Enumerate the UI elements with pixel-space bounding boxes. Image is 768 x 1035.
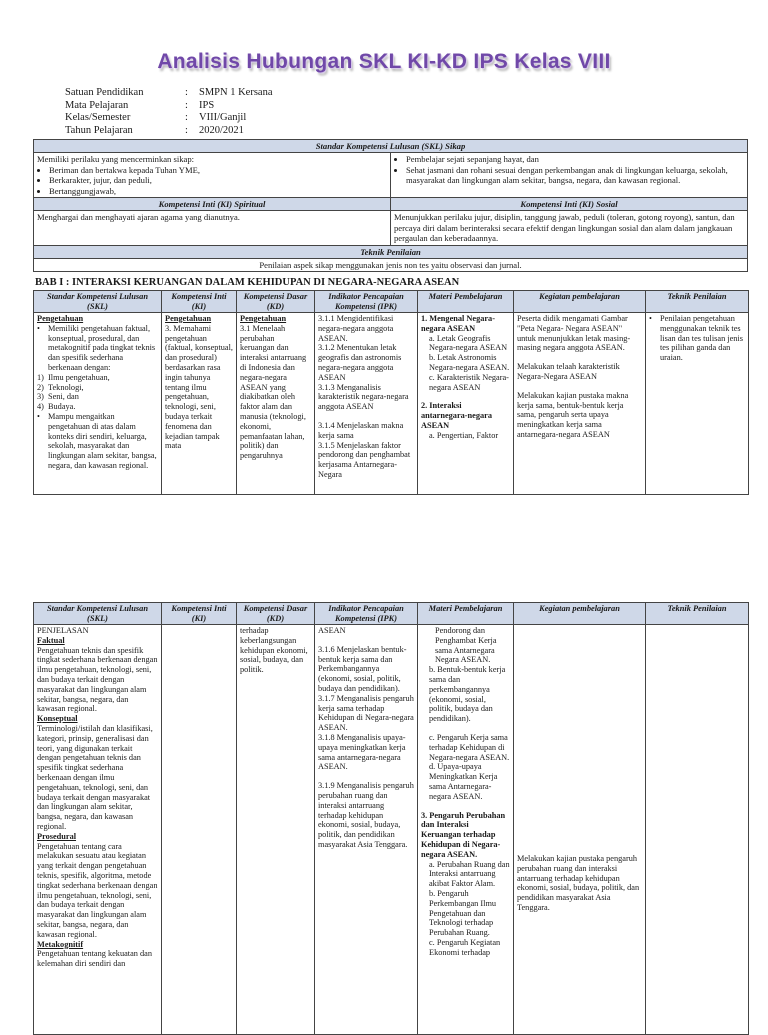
list-number: 1) <box>37 372 44 382</box>
materi-cell <box>418 313 514 495</box>
column-header: Kompetensi Inti (KI) <box>162 291 237 313</box>
analysis-table-2 <box>33 602 749 1035</box>
teknik-cell <box>646 625 749 1035</box>
bullet-icon: • <box>37 411 40 421</box>
table-row <box>34 313 749 495</box>
materi-item: a. Pengertian, Faktor <box>429 430 499 440</box>
identity-key: Tahun Pelajaran <box>65 124 133 136</box>
ipk-cell <box>315 625 418 1035</box>
identity-value: 2020/2021 <box>199 124 244 136</box>
analysis-table-1 <box>33 290 749 495</box>
skl-heading: PENJELASAN <box>37 626 89 635</box>
materi-item: c. Karakteristik Negara-negara ASEAN <box>429 372 509 392</box>
list-number: 4) <box>37 402 44 412</box>
column-header: Kegiatan pembelajaran <box>514 291 646 313</box>
skl-list-text: Budaya. <box>48 402 76 412</box>
skl-sikap-intro: Memiliki perilaku yang mencerminkan sikap: <box>37 154 195 165</box>
skl-subheading: Faktual <box>37 635 65 645</box>
materi-item: b. Letak Astronomis Negara-negara ASEAN. <box>429 353 510 372</box>
column-header: Standar Kompetensi Lulusan (SKL) <box>34 603 162 625</box>
spacer <box>318 636 414 645</box>
kd-cell <box>237 313 315 495</box>
list-number: 2) <box>37 382 44 392</box>
identity-row <box>65 125 273 138</box>
spacer <box>517 353 642 362</box>
teknik-penilaian-text: Penilaian aspek sikap menggunakan jenis non tes yaitu observasi dan jurnal. <box>34 259 748 272</box>
skl-list-item <box>37 402 158 412</box>
skl-sikap-header: Standar Kompetensi Lulusan (SKL) Sikap <box>34 140 748 153</box>
skl-bullet-text: Mampu mengaitkan pengetahuan di atas dalam konteks diri sendiri, keluarga, sekolah, masyarakat dan lingkungan alam sekitar, bangsa, negara, dan kawasan regional. <box>48 411 157 470</box>
ipk-item: 3.1.3 Menganalisis karakteristik negara-negara anggota ASEAN <box>318 382 409 412</box>
bullet-icon: • <box>37 323 40 333</box>
ipk-cell <box>315 313 418 495</box>
ki-text: 3. Memahami pengetahuan (faktual, konseptual, dan prosedural) berdasarkan rasa ingin tahunya tentang ilmu pengetahuan, teknologi, seni, budaya terkait fenomena dan kejadian tampak mata <box>165 323 233 451</box>
teknik-text: Penilaian pengetahuan menggunakan teknik tes lisan dan tes tulisan jenis tes pilihan ganda dan uraian. <box>660 314 743 363</box>
spacer <box>318 412 414 421</box>
skl-text: Terminologi/istilah dan klasifikasi, kategori, prinsip, generalisasi dan teori, yang digunakan terkait dengan pengetahuan teknis dan spesifik tingkat sederhana berkenaan dengan ilmu pengetahuan, teknologi, seni, dan budaya terkait dengan masyarakat dan lingkungan alam sekitar, bangsa, negara, dan kawasan regional. <box>37 723 153 831</box>
materi-cell <box>418 625 514 1035</box>
skl-text: Pengetahuan tentang kekuatan dan kelemahan diri sendiri dan <box>37 949 152 969</box>
materi-item: b. Pengaruh Perkembangan Ilmu Pengetahuan dan Teknologi terhadap Perubahan Ruang. <box>429 888 497 938</box>
skl-bullet-text: Memiliki pengetahuan faktual, konseptual, prosedural, dan metakognitif pada tingkat teknis dan spesifik sederhana berkenaan dengan: <box>48 323 156 372</box>
list-number: 3) <box>37 392 44 402</box>
ki-label: Pengetahuan <box>165 314 212 323</box>
column-header: Standar Kompetensi Lulusan (SKL) <box>34 291 162 313</box>
document-title: Analisis Hubungan SKL KI-KD IPS Kelas VIII <box>157 50 611 73</box>
kegiatan-item: Melakukan kajian pustaka pengaruh perubahan ruang dan interaksi antarruang terhadap kehidupan ekonomi, sosial, budaya, politik, dan pendidikan masyarakat Asia Tenggara. <box>517 854 640 912</box>
teknik-cell <box>646 313 749 495</box>
skl-list-item <box>37 373 158 383</box>
table-header-row <box>34 291 749 313</box>
materi-item: a. Letak Geografis Negara-negara ASEAN <box>429 333 508 353</box>
kegiatan-cell <box>514 625 646 1035</box>
skl-sikap-right <box>391 153 748 198</box>
identity-row <box>65 87 273 100</box>
skl-bullet <box>37 412 158 471</box>
kegiatan-item: Melakukan kajian pustaka makna kerja sama, bentuk-bentuk kerja sama, pengaruh serta upaya meningkatkan kerja sama antarnegara-negara ASEAN <box>517 390 629 439</box>
skl-subheading: Prosedural <box>37 831 77 841</box>
identity-value: VIII/Ganjil <box>199 112 247 123</box>
skl-sikap-left <box>34 153 391 198</box>
ipk-item: 3.1.6 Menjelaskan bentuk-bentuk kerja sama dan Perkembangannya (ekonomi, sosial, politik, budaya dan pendidikan). <box>318 644 407 693</box>
skl-subheading: Konseptual <box>37 714 78 724</box>
spacer <box>517 626 642 854</box>
skl-sikap-right-list <box>394 154 744 185</box>
ipk-item: 3.1.8 Menganalisis upaya-upaya meningkatkan kerja sama antarnegara-negara ASEAN. <box>318 732 406 772</box>
identity-key: Mata Pelajaran <box>65 99 129 111</box>
materi-item: c. Pengaruh Kegiatan Ekonomi terhadap <box>429 937 501 957</box>
identity-block <box>65 87 273 137</box>
ki-cell <box>162 313 237 495</box>
identity-row <box>65 112 273 125</box>
list-item: • Berkarakter, jujur, dan peduli, <box>49 175 387 185</box>
materi-item: d. Upaya-upaya Meningkatkan Kerja sama Antarnegara-negara ASEAN. <box>429 762 498 801</box>
column-header: Teknik Penilaian <box>646 603 749 625</box>
spacer <box>421 392 510 401</box>
kd-text: terhadap keberlangsungan kehidupan ekonomi, sosial, budaya, dan politik. <box>240 626 308 675</box>
list-item: • Pembelajar sejati sepanjang hayat, dan <box>406 154 744 164</box>
teknik-bullet <box>649 314 745 363</box>
ki-sosial-header: Kompetensi Inti (KI) Sosial <box>391 198 748 211</box>
materi-heading: 2. Interaksi antarnegara-negara ASEAN <box>421 401 492 430</box>
ki-spiritual-text: Menghargai dan menghayati ajaran agama yang dianutnya. <box>34 211 391 245</box>
kegiatan-item: Melakukan telaah karakteristik Negara-Negara ASEAN <box>517 362 620 381</box>
ipk-item: 3.1.5 Menjelaskan faktor pendorong dan penghambat kerjasama Antarnegara-Negara <box>318 440 411 479</box>
ipk-item: 3.1.7 Menganalisis pengaruh kerja sama terhadap Kehidupan di Negara-negara ASEAN. <box>318 693 414 733</box>
skl-sikap-left-list <box>37 165 387 196</box>
materi-item: b. Bentuk-bentuk kerja sama dan perkembangannya (ekonomi, sosial, politik, budaya dan pendidikan). <box>429 665 506 724</box>
column-header: Materi Pembelajaran <box>418 291 514 313</box>
materi-item: a. Perubahan Ruang dan Interaksi antarruang akibat Faktor Alam. <box>429 859 510 889</box>
identity-colon: : <box>185 99 188 111</box>
ki-cell <box>162 625 237 1035</box>
skl-list-text: Ilmu pengetahuan, <box>48 372 110 382</box>
list-item: • Bertanggungjawab, <box>49 186 387 196</box>
list-item: • Sehat jasmani dan rohani sesuai dengan perkembangan anak di lingkungan keluarga, sekolah, masyarakat dan lingkungan alam sekitar, bangsa, negara, dan kawasan regional. <box>406 165 744 186</box>
materi-item: Pendorong dan Penghambat Kerja sama Antarnegara Negara ASEAN. <box>435 626 497 665</box>
skl-text: Pengetahuan teknis dan spesifik tingkat sederhana berkenaan dengan ilmu pengetahuan, teknologi, seni, dan budaya terkait dengan masyarakat dan lingkungan alam sekitar, bangsa, negara, dan kawasan regional. <box>37 645 158 714</box>
ki-sosial-text: Menunjukkan perilaku jujur, disiplin, tanggung jawab, peduli (toleran, gotong royong), santun, dan percaya diri dalam berinteraksi secara efektif dengan lingkungan sosial dan alam dalam jangkauan pergaulan dan keberadaannya. <box>391 211 748 245</box>
spacer <box>421 802 510 811</box>
skl-bullet <box>37 324 158 373</box>
column-header: Kompetensi Dasar (KD) <box>237 603 315 625</box>
materi-heading: 3. Pengaruh Perubahan dan Interaksi Keruangan terhadap Kehidupan di Negara-negara ASEAN. <box>421 810 506 859</box>
ipk-item: 3.1.1 Mengidentifikasi negara-negara anggota ASEAN. <box>318 314 394 343</box>
skl-text: Pengetahuan tentang cara melakukan sesuatu atau kegiatan yang terkait dengan pengetahuan teknis, spesifik, algoritma, metode tingkat sederhana berkenaan dengan ilmu pengetahuan, teknologi, seni, dan budaya terkait dengan masyarakat dan lingkungan alam sekitar, bangsa, negara, dan kawasan regional. <box>37 841 158 939</box>
identity-colon: : <box>185 124 188 136</box>
skl-cell <box>34 625 162 1035</box>
identity-key: Kelas/Semester <box>65 112 131 123</box>
column-header: Indikator Pencapaian Kompetensi (IPK) <box>315 603 418 625</box>
skl-subheading: Metakognitif <box>37 939 84 949</box>
identity-colon: : <box>185 87 188 98</box>
spacer <box>318 772 414 781</box>
chapter-title: BAB I : INTERAKSI KERUANGAN DALAM KEHIDUPAN DI NEGARA-NEGARA ASEAN <box>35 277 460 288</box>
identity-value: IPS <box>199 99 215 111</box>
column-header: Teknik Penilaian <box>646 291 749 313</box>
identity-key: Satuan Pendidikan <box>65 87 144 98</box>
skl-list-text: Seni, dan <box>48 392 79 402</box>
column-header: Kompetensi Dasar (KD) <box>237 291 315 313</box>
teknik-penilaian-header: Teknik Penilaian <box>34 245 748 258</box>
ipk-item: 3.1.9 Menganalisis pengaruh perubahan ruang dan interaksi antarruang terhadap kehidupan ekonomi, sosial, budaya, politik, dan pendidikan masyarakat Asia Tenggara. <box>318 781 414 849</box>
identity-colon: : <box>185 112 188 123</box>
table-header-row <box>34 603 749 625</box>
skl-cell <box>34 313 162 495</box>
skl-label: Pengetahuan <box>37 314 84 323</box>
kd-cell <box>237 625 315 1035</box>
skl-list-item <box>37 383 158 393</box>
spacer <box>421 724 510 733</box>
ipk-item: 3.1.4 Menjelaskan makna kerja sama <box>318 420 404 440</box>
skl-list-text: Teknologi, <box>48 382 84 392</box>
ipk-item: 3.1.2 Menentukan letak geografis dan astronomis negara-negara anggota ASEAN <box>318 343 402 382</box>
skl-list-item <box>37 392 158 402</box>
bullet-icon: • <box>649 314 652 323</box>
column-header: Kegiatan pembelajaran <box>514 603 646 625</box>
kd-text: 3.1 Menelaah perubahan keruangan dan interaksi antarruang di Indonesia dan negara-negara ASEAN yang diakibatkan oleh faktor alam dan manusia (teknologi, ekonomi, pemanfaatan lahan, politik) dan pengaruhnya <box>240 323 307 461</box>
identity-value: SMPN 1 Kersana <box>199 87 273 98</box>
identity-row <box>65 100 273 113</box>
column-header: Kompetensi Inti (KI) <box>162 603 237 625</box>
list-item: • Beriman dan bertakwa kepada Tuhan YME, <box>49 165 387 175</box>
materi-heading: 1. Mengenal Negara-negara ASEAN <box>421 314 495 333</box>
materi-item: c. Pengaruh Kerja sama terhadap Kehidupan di Negara-negara ASEAN. <box>429 732 510 762</box>
table-row <box>34 625 749 1035</box>
spacer <box>517 382 642 391</box>
ipk-item: ASEAN <box>318 626 346 635</box>
kegiatan-item: Peserta didik mengamati Gambar "Peta Negara- Negara ASEAN" untuk menunjukkan letak masing-masing negara anggota ASEAN. <box>517 314 631 353</box>
skl-sikap-table <box>33 139 748 272</box>
kd-label: Pengetahuan <box>240 314 287 323</box>
ki-spiritual-header: Kompetensi Inti (KI) Spiritual <box>34 198 391 211</box>
column-header: Materi Pembelajaran <box>418 603 514 625</box>
column-header: Indikator Pencapaian Kompetensi (IPK) <box>315 291 418 313</box>
kegiatan-cell <box>514 313 646 495</box>
